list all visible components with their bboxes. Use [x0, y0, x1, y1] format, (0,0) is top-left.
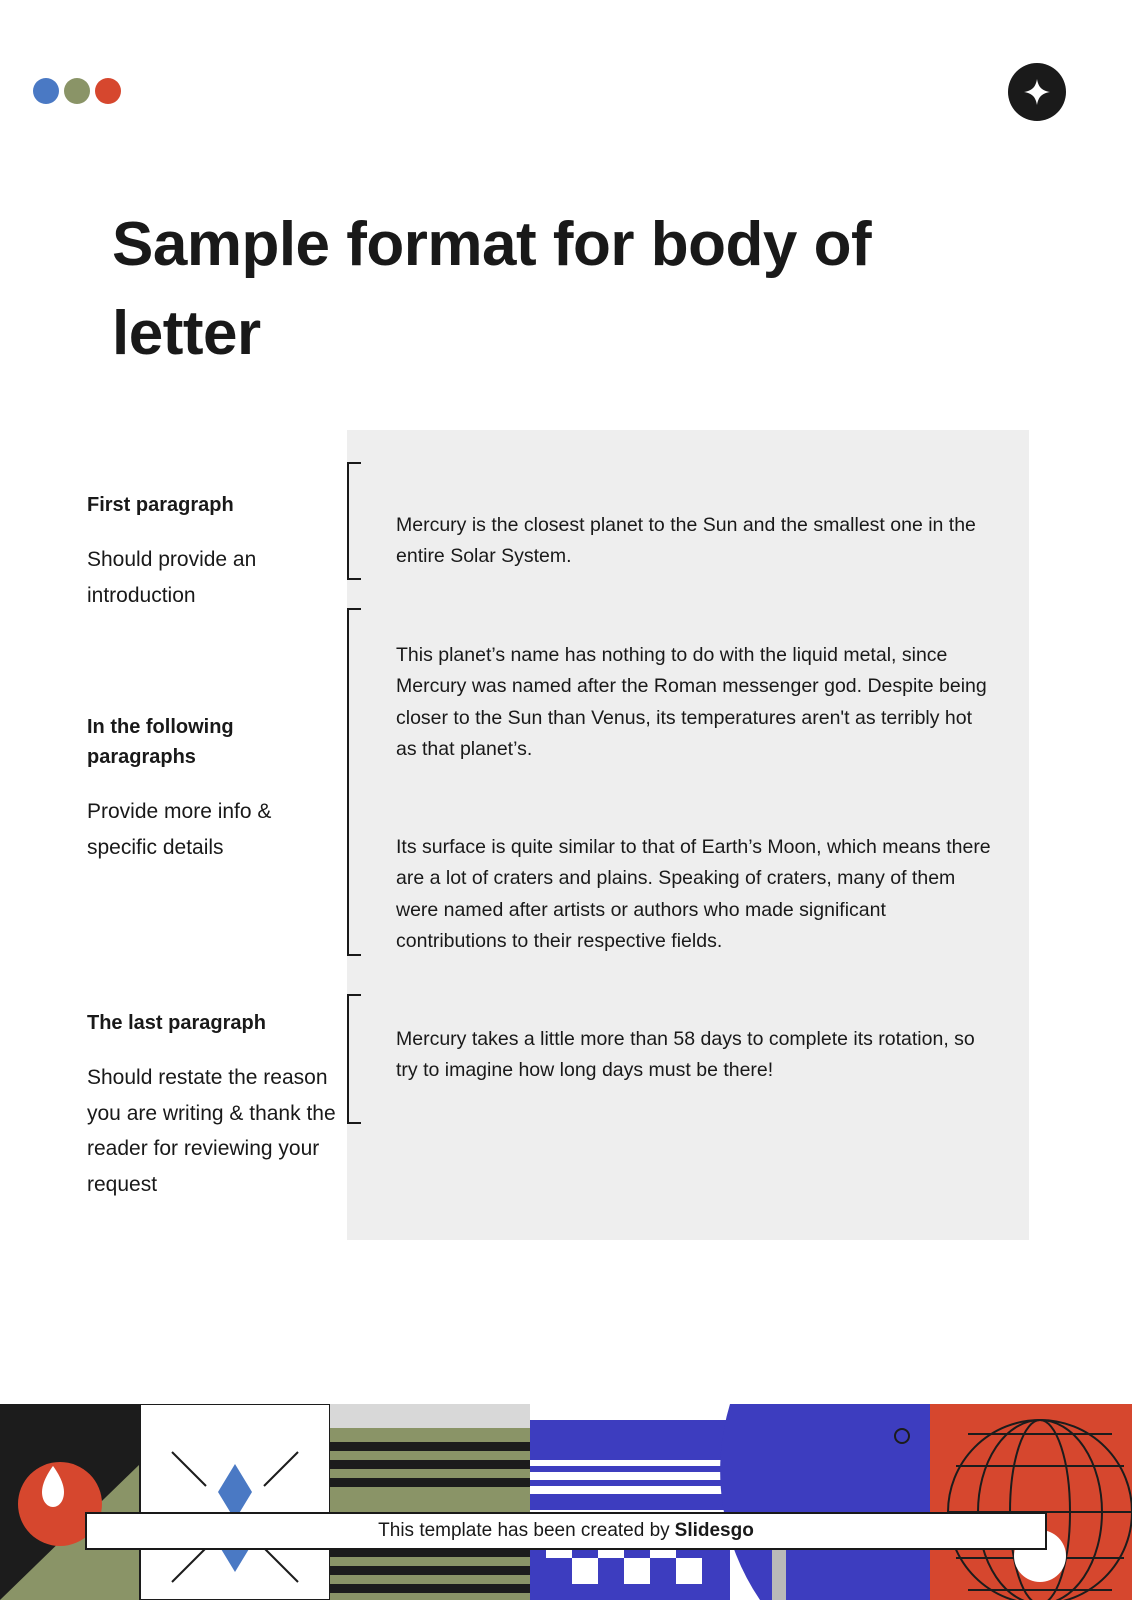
- credit-prefix: This template has been created by: [378, 1520, 670, 1541]
- section-label-last: [87, 1008, 337, 1203]
- dot-red-icon: [95, 78, 121, 104]
- section-description: Should restate the reason you are writing & thank the reader for reviewing your request: [87, 1066, 336, 1197]
- dot-blue-icon: [33, 78, 59, 104]
- sparkle-badge: [1008, 63, 1066, 121]
- section-description: Provide more info & specific details: [87, 800, 272, 859]
- paragraph-following-1: This planet’s name has nothing to do with the liquid metal, since Mercury was named after the Roman messenger god. Despite being closer to the Sun than Venus, its temperatures aren't as terribly hot as that planet’s.: [396, 643, 987, 761]
- section-description: Should provide an introduction: [87, 548, 257, 607]
- decorative-footer-band: [0, 1404, 1132, 1600]
- letter-content: [0, 430, 1132, 1250]
- footer-pattern-icon: [0, 1404, 1132, 1600]
- paragraph-first: Mercury is the closest planet to the Sun and the smallest one in the entire Solar System.: [396, 513, 976, 568]
- section-label-following: [87, 712, 337, 865]
- credit-brand[interactable]: Slidesgo: [674, 1520, 754, 1541]
- bracket-first: [347, 462, 361, 580]
- section-heading: The last paragraph: [87, 1012, 266, 1034]
- dot-olive-icon: [64, 78, 90, 104]
- template-credit: [85, 1512, 1047, 1550]
- page-title: Sample format for body of letter: [112, 209, 872, 369]
- section-heading: First paragraph: [87, 494, 234, 516]
- paragraph-following-2: Its surface is quite similar to that of Earth’s Moon, which means there are a lot of craters and plains. Speaking of craters, many of them were named after artists or authors who made significant contributions to their respective fields.: [396, 835, 991, 953]
- section-label-first: [87, 490, 337, 613]
- paragraph-last: Mercury takes a little more than 58 days to complete its rotation, so try to imagine how long days must be there!: [396, 1027, 975, 1082]
- bracket-last: [347, 994, 361, 1124]
- sparkle-icon: [1022, 77, 1052, 107]
- bracket-following: [347, 608, 361, 956]
- section-heading: In the following paragraphs: [87, 716, 234, 768]
- decorative-dots: [33, 78, 121, 104]
